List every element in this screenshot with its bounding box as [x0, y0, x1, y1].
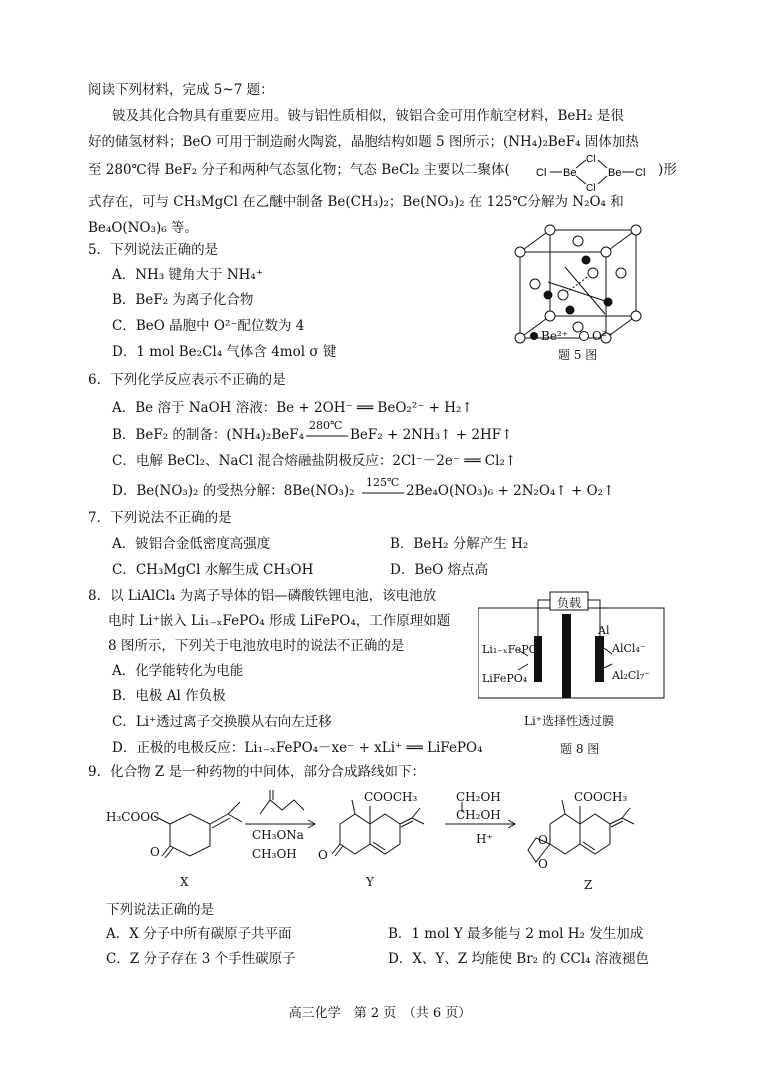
q6-b-arrow	[306, 434, 348, 438]
reagent2-line-b: CH₂OH	[456, 808, 501, 822]
q8-option-a: A．化学能转化为电能	[112, 663, 244, 679]
q7-stem: 7．下列说法不正确的是	[88, 510, 232, 526]
battery-right-top-label: AlCl₄⁻	[612, 642, 646, 655]
compound-z-label: Z	[584, 878, 593, 892]
reagent1-line-a: CH₃ONa	[252, 828, 304, 842]
q7-option-b: B．BeH₂ 分解产生 H₂	[390, 536, 529, 552]
be-ion-legend-icon	[528, 330, 540, 342]
q6-d-condition: 125℃	[366, 476, 400, 489]
q6-stem: 6．下列化学反应表示不正确的是	[88, 372, 286, 388]
q6-option-a: A．Be 溶于 NaOH 溶液：Be + 2OH⁻ ══ BeO₂²⁻ + H₂↑	[112, 400, 473, 416]
q5-option-d: D．1 mol Be₂Cl₄ 气体含 4mol σ 键	[112, 344, 337, 360]
z-ketal-o2: O	[538, 857, 548, 871]
battery-al-label: Al	[598, 624, 610, 637]
o-ion-legend-icon	[578, 330, 590, 342]
dimer-cl-bottom: Cl	[586, 183, 596, 192]
x-ester-group: H₃COOC	[106, 810, 160, 824]
fig8-caption: 题 8 图	[560, 742, 600, 756]
reagent2-acid: H⁺	[476, 832, 493, 846]
q7-option-c: C．CH₃MgCl 水解生成 CH₃OH	[112, 562, 314, 578]
intro-paragraph-2: 好的储氢材料；BeO 可用于制造耐火陶瓷，晶胞结构如题 5 图所示；(NH₄)₂BeF₄ 固体加热	[88, 134, 639, 150]
reagent2-line-a: CH₂OH	[456, 790, 501, 804]
battery-right-bottom-label: Al₂Cl₇⁻	[612, 669, 651, 682]
intro-line: 阅读下列材料，完成 5~7 题：	[88, 82, 274, 98]
membrane-label: Li⁺选择性透过膜	[524, 714, 615, 728]
q5-option-b: B．BeF₂ 为离子化合物	[112, 292, 254, 308]
q5-option-c: C．BeO 晶胞中 O²⁻配位数为 4	[112, 318, 305, 334]
intro-paragraph-5: Be₄O(NO₃)₆ 等。	[88, 220, 198, 236]
q8-stem-2: 电时 Li⁺嵌入 Li₁₋ₓFePO₄ 形成 LiFePO₄，工作原理如题	[108, 613, 451, 629]
q7-option-a: A．铍铝合金低密度高强度	[112, 536, 271, 552]
q9-option-a: A．X 分子中所有碳原子共平面	[106, 926, 292, 942]
q6-option-d-right: 2Be₄O(NO₃)₆ + 2N₂O₄↑ + O₂↑	[406, 483, 615, 499]
q9-stem: 9．化合物 Z 是一种药物的中间体，部分合成路线如下：	[88, 764, 426, 780]
x-carbonyl-o: O	[150, 845, 160, 859]
q6-option-b-left: B．BeF₂ 的制备：(NH₄)₂BeF₄	[112, 427, 305, 443]
dimer-cl-top: Cl	[586, 154, 596, 165]
intro-paragraph-3a: 至 280℃得 BeF₂ 分子和两种气态氢化物；气态 BeCl₂ 主要以二聚体(	[88, 162, 510, 178]
intro-paragraph-4: 式存在，可与 CH₃MgCl 在乙醚中制备 Be(CH₃)₂；Be(NO₃)₂ 在 125℃分解为 N₂O₄ 和	[88, 194, 624, 210]
q9-option-c: C．Z 分子存在 3 个手性碳原子	[106, 951, 296, 967]
y-ester-group: COOCH₃	[364, 790, 418, 804]
compound-y-label: Y	[366, 875, 374, 889]
be-ion-legend: Be²⁺	[541, 329, 569, 343]
reagent1-line-b: CH₃OH	[252, 847, 297, 861]
q7-option-d: D．BeO 熔点高	[390, 562, 489, 578]
q8-stem-3: 8 图所示，下列关于电池放电时的说法不正确的是	[108, 638, 405, 654]
q6-d-arrow	[362, 491, 404, 495]
o-ion-legend: O²⁻	[592, 329, 613, 343]
dimer-be-right: Be	[608, 167, 622, 179]
q5-stem: 5．下列说法正确的是	[88, 242, 219, 258]
q9-option-d: D．X、Y、Z 均能使 Br₂ 的 CCl₄ 溶液褪色	[388, 951, 649, 967]
q9-prompt: 下列说法正确的是	[106, 902, 214, 918]
dimer-be-left: Be	[563, 167, 577, 179]
fig5-caption: 题 5 图	[558, 348, 598, 362]
becl2-dimer-structure	[534, 150, 656, 192]
battery-left-top-label: Li₁₋ₓFePO₄	[482, 643, 543, 656]
q8-option-c: C．Li⁺透过离子交换膜从右向左迁移	[112, 714, 332, 730]
intro-paragraph-1: 铍及其化合物具有重要应用。铍与铝性质相似，铍铝合金可用作航空材料，BeH₂ 是很	[112, 108, 624, 124]
battery-left-bottom-label: LiFePO₄	[482, 672, 528, 685]
dimer-cl-right: Cl	[635, 167, 646, 179]
q8-stem-1: 8．以 LiAlCl₄ 为离子导体的铝—磷酸铁锂电池，该电池放	[88, 588, 437, 604]
q9-option-b: B．1 mol Y 最多能与 2 mol H₂ 发生加成	[388, 926, 644, 942]
battery-load-label: 负载	[557, 596, 582, 610]
q6-option-d-left: D．Be(NO₃)₂ 的受热分解：8Be(NO₃)₂	[112, 483, 355, 499]
intro-paragraph-3b: )形	[658, 162, 677, 178]
q6-option-b-right: BeF₂ + 2NH₃↑ + 2HF↑	[350, 427, 513, 443]
q8-option-d: D．正极的电极反应：Li₁₋ₓFePO₄－xe⁻ + xLi⁺ ══ LiFePO₄	[112, 740, 483, 756]
q5-option-a: A．NH₃ 键角大于 NH₄⁺	[112, 267, 263, 283]
q8-option-b: B．电极 Al 作负极	[112, 688, 226, 704]
compound-x-label: X	[180, 875, 189, 889]
y-carbonyl-o: O	[318, 848, 328, 862]
z-ester-group: COOCH₃	[574, 790, 628, 804]
dimer-cl-left: Cl	[536, 167, 547, 179]
page-footer: 高三化学 第 2 页 （共 6 页）	[288, 1006, 472, 1021]
z-ketal-o1: O	[538, 833, 548, 847]
q6-option-c: C．电解 BeCl₂、NaCl 混合熔融盐阴极反应：2Cl⁻－2e⁻ ══ Cl₂↑	[112, 453, 517, 469]
q6-b-condition: 280℃	[309, 419, 343, 432]
